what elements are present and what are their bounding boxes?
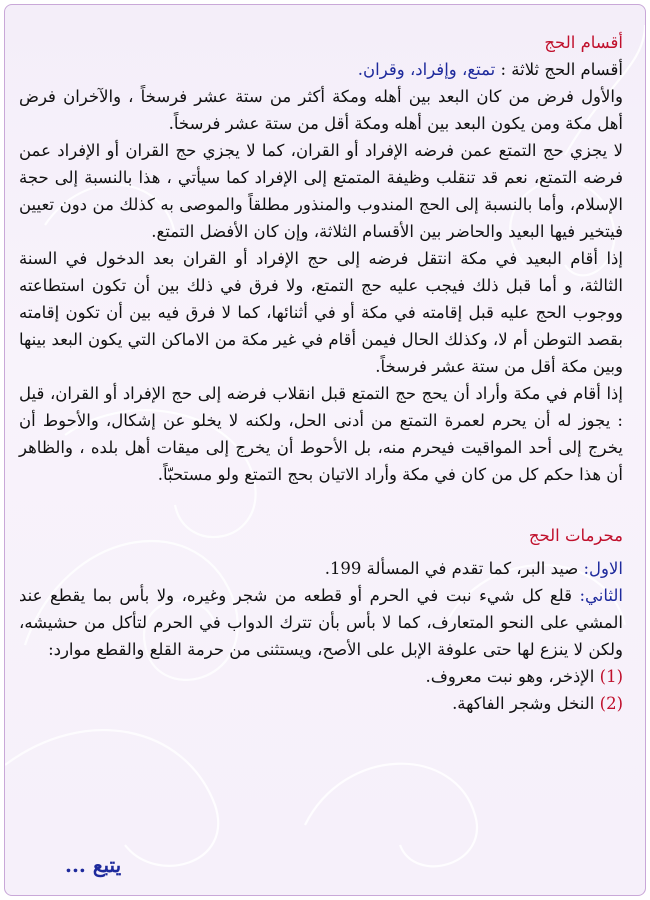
exception-text: النخل وشجر الفاكهة. xyxy=(452,694,595,713)
item-label: الاول: xyxy=(583,559,623,578)
paragraph-2: لا يجزي حج التمتع عمن فرضه الإفراد أو القران، كما لا يجزي حج القران أو الإفراد عمن فرضه التمتع، نعم قد تنقلب وظيفة المتمتع إلى الإفراد كما سيأتي ، هذا بالنسبة إلى حجة الإسلام، وأما بالنسبة إلى الحج المندوب والمنذور مطلقاً والموصى به كذلك من دون تعيين فيتخير فيها البعيد والحاضر بين الأقسام الثلاثة، وإن كان الأفضل التمتع. xyxy=(19,141,623,241)
item-text: قلع كل شيء نبت في الحرم أو قطعه من شجر وغيره، ولا بأس بما يقطع عند المشي على النحو المتعارف، كما لا بأس بأن تترك الدواب في الحرم لتأكل من حشيشه، ولكن لا ينزع لها حتى علوفة الإبل على الأصح، ويستثنى من حرمة القلع والقطع موارد: xyxy=(19,586,623,659)
exception-number: (1) xyxy=(599,667,623,686)
exception-number: (2) xyxy=(599,694,623,713)
exception-item-1 xyxy=(19,663,623,690)
intro-prefix: أقسام الحج ثلاثة : xyxy=(500,60,623,79)
item-text: صيد البر، كما تقدم في المسألة 199. xyxy=(324,559,579,578)
paragraph-3: إذا أقام البعيد في مكة انتقل فرضه إلى حج الإفراد أو القران بعد الدخول في السنة الثالثة، و أما قبل ذلك فيجب عليه حج التمتع، ولا فرق في ذلك بين أن تكون استطاعته ووجوب الحج عليه قبل إقامته في مكة أو في أثنائها، كما لا فرق فيه بين أن تكون إقامته بقصد التوطن أم لا، وكذلك الحال فيمن أقام في غير مكة من الاماكن التي يكون البعد بينها وبين مكة أقل من ستة عشر فرسخاً. xyxy=(19,249,623,376)
article-body xyxy=(19,29,623,717)
continue-link[interactable]: يتبع ... xyxy=(65,853,122,877)
section-title-prohibitions: محرمات الحج xyxy=(528,526,623,545)
exception-item-2 xyxy=(19,690,623,717)
section-title-hajj-types: أقسام الحج xyxy=(544,33,623,52)
prohibition-item-2 xyxy=(19,582,623,663)
item-label: الثاني: xyxy=(579,586,623,605)
intro-line xyxy=(19,56,623,83)
paragraph-1: والأول فرض من كان البعد بين أهله ومكة أكثر من ستة عشر فرسخاً ، والآخران فرض أهل مكة ومن يكون البعد بين أهله ومكة أقل من ستة عشر فرسخاً. xyxy=(19,87,623,133)
page-panel xyxy=(4,4,646,896)
intro-types: تمتع، وإفراد، وقران. xyxy=(357,60,496,79)
exception-text: الإذخر، وهو نبت معروف. xyxy=(425,667,595,686)
paragraph-4: إذا أقام في مكة وأراد أن يحج حج التمتع قبل انقلاب فرضه إلى حج الإفراد أو القران، قيل : يجوز له أن يحرم لعمرة التمتع من أدنى الحل، ولكنه لا يخلو عن إشكال، والأحوط أن يخرج إلى أحد المواقيت فيحرم منه، بل الأحوط أن يخرج إلى ميقات أهل بلده ، والظاهر أن هذا حكم كل من كان في مكة وأراد الاتيان بحج التمتع ولو مستحبّاً. xyxy=(19,384,623,484)
prohibition-item-1 xyxy=(19,555,623,582)
